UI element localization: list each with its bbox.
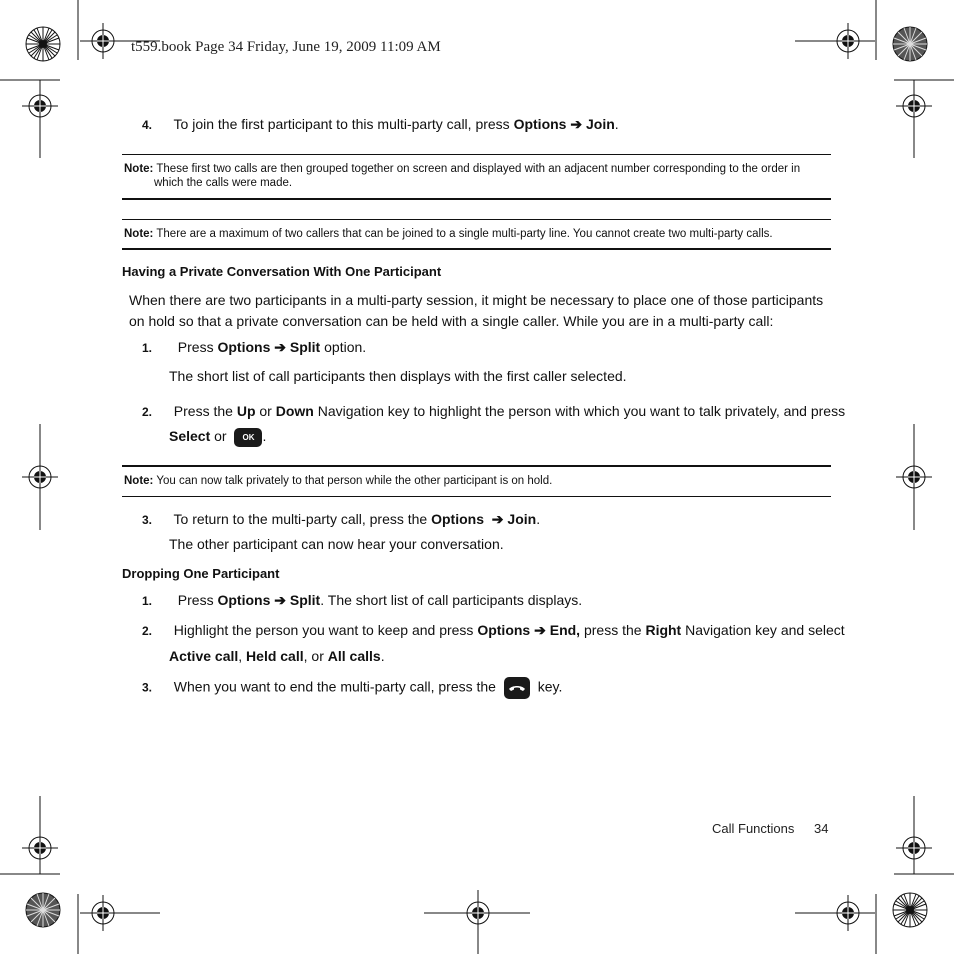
note-label: Note: [124,475,154,487]
step-number: 4. [142,118,153,132]
intro-line2: on hold so that a private conversation can be held with a single caller. While you are in a multi-party call: [129,313,774,329]
arrow-icon: ➔ [570,116,583,132]
private-step-2 [142,401,845,423]
step-text: Press the [173,403,237,419]
step-join [142,114,619,136]
step-number: 2. [142,624,153,638]
kw-all-calls: All calls [327,648,381,664]
note-rule-top [122,154,831,155]
step-text: press the [580,622,646,638]
kw-down: Down [275,403,314,419]
note-text-line1: These first two calls are then grouped together on screen and displayed with an adjacent number corresponding to the order in [156,163,801,175]
kw-active-call: Active call [169,648,239,664]
kw-end: End, [549,622,581,638]
step-text: . The short list of call participants displays. [320,592,583,608]
step-text: Navigation key to highlight the person with which you want to talk privately, and press [313,403,846,419]
step-text: or [210,428,231,444]
heading-dropping-participant: Dropping One Participant [122,566,280,581]
end-call-key-icon [503,676,531,700]
note-rule-bottom [122,496,831,497]
note-label: Note: [124,228,154,240]
kw-up: Up [236,403,256,419]
page-number: 34 [814,821,829,836]
kw-options: Options [217,592,271,608]
step-text: key. [533,678,563,695]
period: . [614,116,619,132]
kw-held-call: Held call [246,648,304,664]
note-grouped-calls [124,162,834,190]
ok-key-icon: OK [234,428,262,447]
private-step-2-cont [169,426,266,447]
arrow-icon: ➔ [274,592,286,608]
arrow-icon: ➔ [274,339,286,355]
book-info-header: t559.book Page 34 Friday, June 19, 2009 11:09 AM [131,39,441,55]
kw-split: Split [289,592,321,608]
note-rule-top [122,465,831,467]
note-text-line2: which the calls were made. [154,177,293,189]
step-text: Navigation key and select [681,622,845,638]
step-text: To join the first participant to this multi-party call, press [173,116,514,132]
step-number: 3. [142,513,153,527]
note-text: There are a maximum of two callers that can be joined to a single multi-party line. You cannot create two multi-party calls. [156,228,773,240]
kw-right: Right [645,622,682,638]
note-max-callers [124,227,773,241]
heading-private-conversation: Having a Private Conversation With One Participant [122,264,442,279]
step-number: 1. [142,594,153,608]
arrow-icon: ➔ [491,511,504,527]
kw-options: Options [217,339,271,355]
intro-line1: When there are two participants in a multi-party session, it might be necessary to place one of those participants [129,292,824,308]
period: . [262,428,267,444]
kw-select: Select [169,428,211,444]
step-text: or [255,403,276,419]
kw-split: Split [289,339,321,355]
drop-step-3 [142,676,562,700]
step-text: option. [320,339,367,355]
kw-join: Join [507,511,537,527]
period: . [380,648,385,664]
step-number: 3. [142,680,153,695]
note-rule-bottom [122,248,831,250]
footer-section-name: Call Functions [712,821,795,836]
drop-step-2-cont [169,646,385,667]
step-number: 1. [142,341,153,355]
step-text: , or [303,648,328,664]
step-number: 2. [142,405,153,419]
step-text: Press [177,592,218,608]
note-rule-top [122,219,831,220]
intro-paragraph [129,290,823,332]
private-step-3-result: The other participant can now hear your conversation. [169,536,504,552]
arrow-icon: ➔ [534,622,546,638]
drop-step-2 [142,620,845,642]
step-text: Highlight the person you want to keep and press [173,622,478,638]
note-rule-bottom [122,198,831,200]
note-talk-privately [124,474,552,488]
private-step-1-result: The short list of call participants then displays with the first caller selected. [169,368,627,384]
kw-options: Options [431,511,484,527]
note-text: You can now talk privately to that person while the other participant is on hold. [156,475,553,487]
kw-options: Options [513,116,567,132]
note-label: Note: [124,163,154,175]
kw-join: Join [585,116,615,132]
private-step-1 [142,337,366,359]
period: . [536,511,541,527]
step-text: , [238,648,247,664]
step-text: When you want to end the multi-party call, press the [173,678,500,695]
step-text: Press [177,339,218,355]
drop-step-1 [142,590,582,612]
step-text: To return to the multi-party call, press the [173,511,432,527]
kw-options: Options [477,622,531,638]
private-step-3 [142,509,540,531]
